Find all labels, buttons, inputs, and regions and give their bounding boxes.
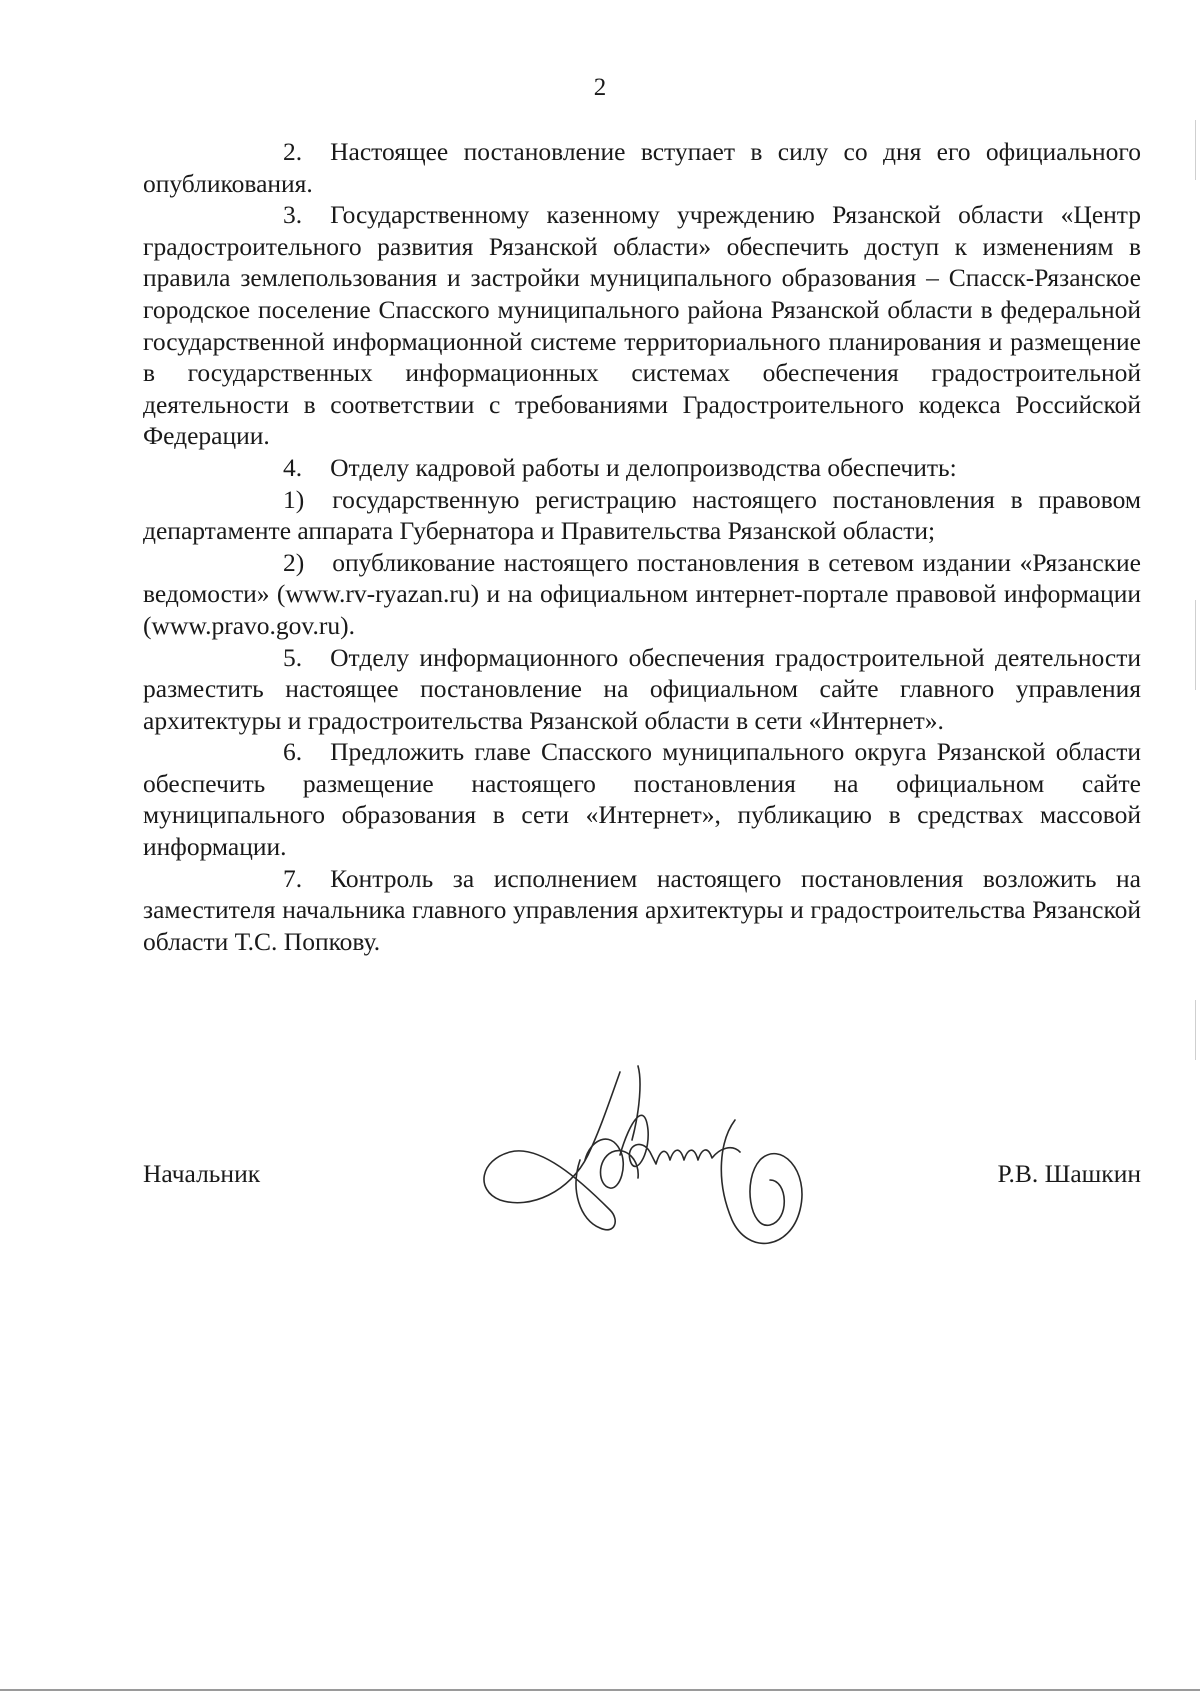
signature-stroke xyxy=(632,1066,640,1140)
paragraph-text: Государственному казенному учреждению Рязанской области «Центр градостроительного развития Рязанской области» обеспечить доступ к изменениям в правила землепользования и застройки муниципального образования – Спасск-Рязанское городское поселение Спасского муниципального района Рязанской области в федеральной государственной информационной системе территориального планирования и размещение в государственных информационных системах обеспечения градостроительной деятельности в соответствии с требованиями Градостроительного кодекса Российской Федерации. xyxy=(143,200,1141,451)
paragraph-number: 4. xyxy=(283,452,303,482)
paragraph-text: государственную регистрацию настоящего постановления в правовом департаменте аппарата Губернатора и Правительства Рязанской области; xyxy=(143,484,1141,546)
scan-artifact-line xyxy=(1195,1000,1196,1060)
page-number: 2 xyxy=(593,74,607,101)
paragraph-5 xyxy=(143,642,1141,737)
paragraph-text: Контроль за исполнением настоящего постановления возложить на заместителя начальника главного управления архитектуры и градостроительства Рязанской области Т.С. Попкову. xyxy=(143,863,1141,956)
signature-stroke xyxy=(721,1120,802,1243)
signature-stroke xyxy=(484,1072,620,1230)
scan-bottom-edge xyxy=(0,1689,1200,1691)
signature-stroke xyxy=(585,1139,638,1188)
signer-position: Начальник xyxy=(143,1159,261,1188)
paragraph-number: 7. xyxy=(283,863,303,893)
paragraph-number: 5. xyxy=(283,642,303,672)
paragraph-text: опубликование настоящего постановления в сетевом издании «Рязанские ведомости» (www.rv-ryazan.ru) и на официальном интернет-портале правовой информации (www.pravo.gov.ru). xyxy=(143,547,1141,640)
paragraph-text: Отделу кадровой работы и делопроизводства обеспечить: xyxy=(330,452,957,482)
paragraph-6 xyxy=(143,736,1141,862)
paragraph-7 xyxy=(143,863,1141,958)
scan-artifact-line xyxy=(1195,120,1196,180)
scan-artifact-line xyxy=(1195,600,1196,690)
paragraph-number: 2) xyxy=(283,547,305,577)
paragraph-number: 2. xyxy=(283,137,303,166)
paragraph-4-item-2 xyxy=(143,547,1141,642)
paragraph-number: 3. xyxy=(283,200,303,230)
paragraph-2 xyxy=(143,136,1141,199)
paragraph-3 xyxy=(143,199,1141,452)
paragraph-4 xyxy=(143,452,1141,484)
paragraph-number: 6. xyxy=(283,737,303,767)
handwritten-signature xyxy=(470,1060,830,1270)
paragraph-text: Отделу информационного обеспечения градостроительной деятельности разместить настоящее постановление на официальном сайте главного управления архитектуры и градостроительства Рязанской области в сети «Интернет». xyxy=(143,642,1141,735)
paragraph-text: Предложить главе Спасского муниципального округа Рязанской области обеспечить размещение настоящего постановления на официальном сайте муниципального образования в сети «Интернет», публикацию в средствах массовой информации. xyxy=(143,737,1141,862)
signer-name: Р.В. Шашкин xyxy=(997,1159,1141,1188)
document-body xyxy=(143,136,1141,957)
paragraph-number: 1) xyxy=(283,484,305,514)
paragraph-text: Настоящее постановление вступает в силу со дня его официального опубликования. xyxy=(143,137,1141,198)
paragraph-4-item-1 xyxy=(143,484,1141,547)
